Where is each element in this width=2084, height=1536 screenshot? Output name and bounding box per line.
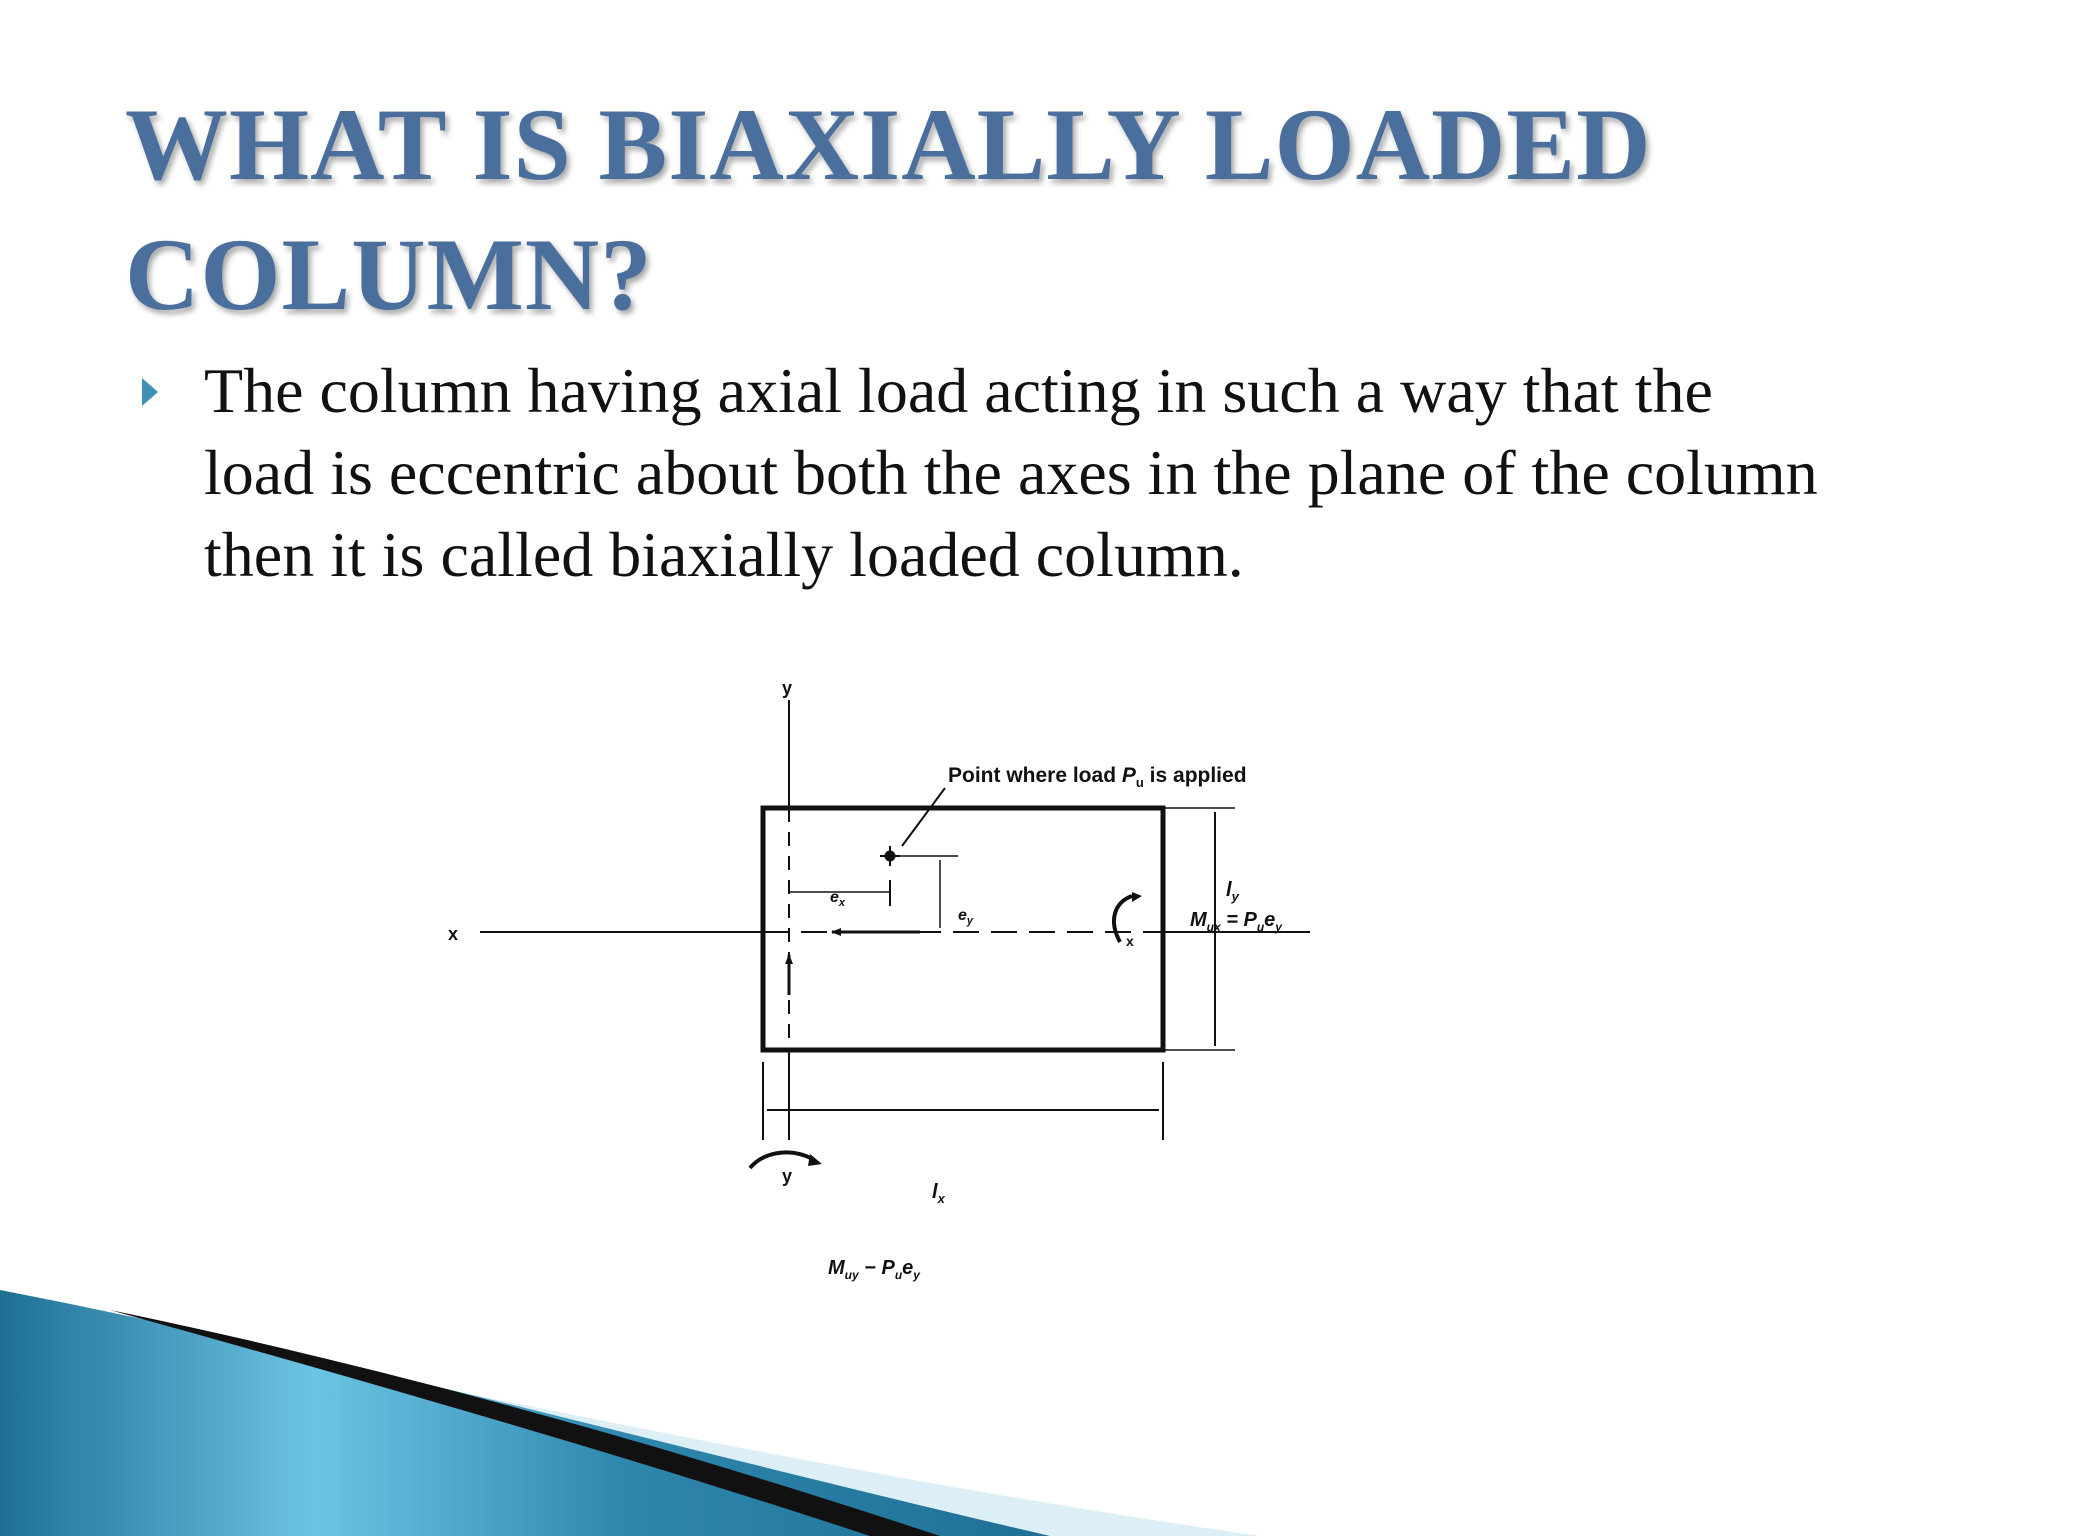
decorative-swoosh [0,1260,2048,1536]
bullet-text [204,350,2084,596]
lx-label: $l_x$ [932,1181,945,1206]
ex-label: $e_x$ [830,889,846,909]
y-axis-label-bottom: y [782,1166,793,1186]
load-point-leader [902,788,945,846]
ly-label: $l_y$ [1226,879,1239,904]
title-line-1: WHAT IS BIAXIALLY LOADED [125,88,1652,202]
ey-label: $e_y$ [958,907,974,927]
title-line-2: COLUMN? [125,218,653,332]
muy-formula: $M_{uy} - P_ue_y$ [828,1257,920,1282]
bullet-line-2: load is eccentric about both the axes in the plane of the column [204,437,1818,508]
bullet-arrow-icon [142,378,158,406]
mux-formula: $M_{ux} = P_ue_y$ [1190,909,1282,934]
slide-title [125,80,1925,340]
column-section-rect [763,808,1163,1050]
x-axis-label-left: x [448,924,459,944]
biaxial-column-diagram [448,670,1700,1320]
bullet-line-3: then it is called biaxially loaded column. [204,519,1244,590]
bullet-line-1: The column having axial load acting in such a way that the [204,355,1713,426]
load-point-label: Point where load $P_u$ is applied [948,764,1247,790]
y-axis-label-top: y [782,678,793,698]
x-axis-label-right: x [1126,933,1134,949]
